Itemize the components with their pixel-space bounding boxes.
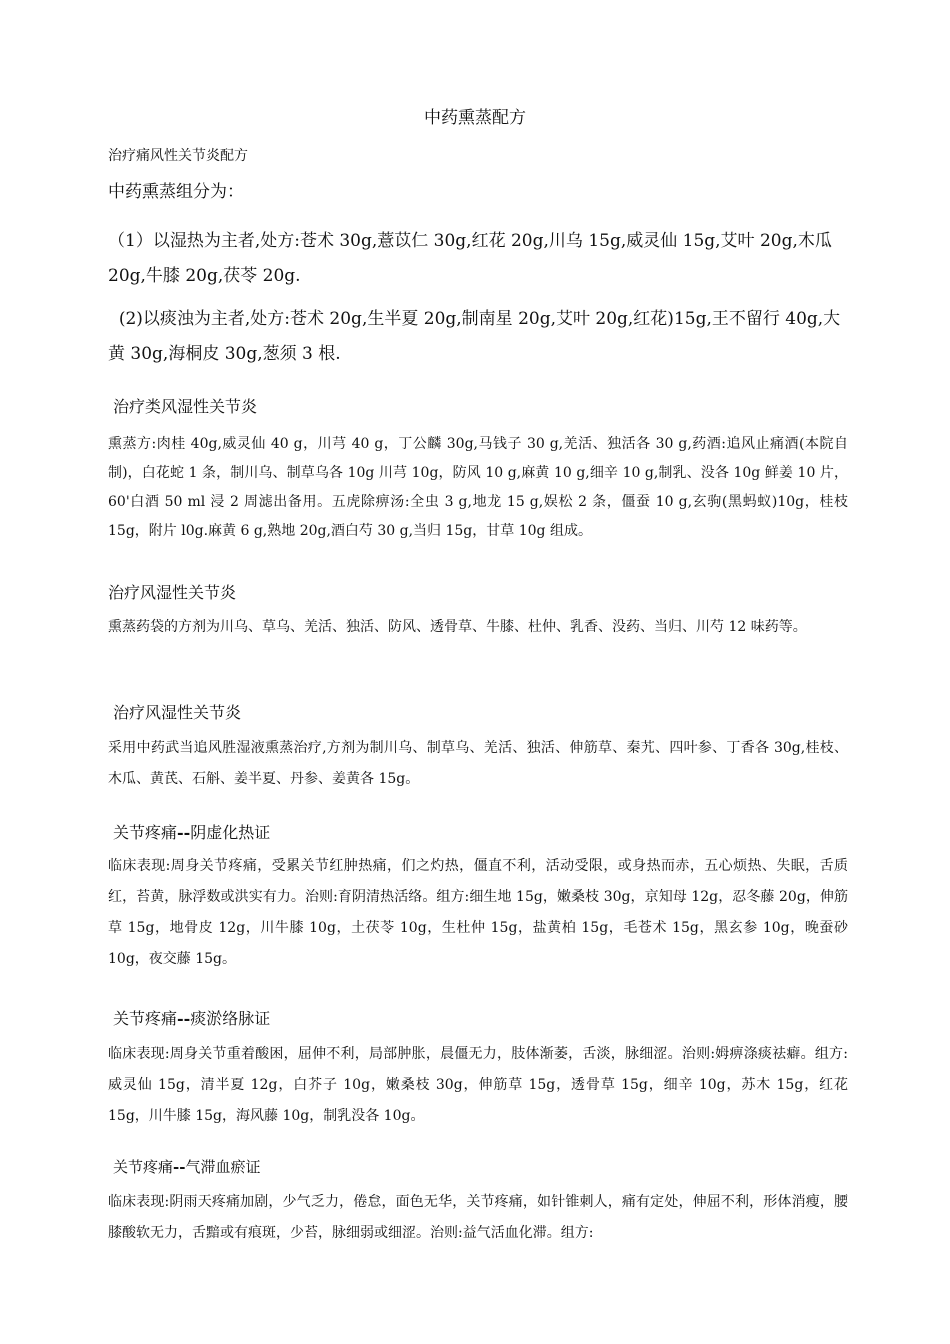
page-title: 中药熏蒸配方: [424, 108, 526, 128]
section-body: 临床表现:阴雨天疼痛加剧，少气乏力，倦怠，面色无华，关节疼痛，如针锥刺人，痛有定处，伸屈不利，形体消瘦，腰膝酸软无力，舌黯或有痕斑，少苔，脉细弱或细涩。治则:益气活血化滞。组方:: [108, 1194, 848, 1241]
subtitle: 治疗痛风性关节炎配方: [108, 148, 248, 164]
formula-2: (2)以痰浊为主者,处方:苍术 20g,生半夏 20g,制南星 20g,艾叶 20g,红花)15g,王不留行 40g,大黄 30g,海桐皮 30g,葱须 3 根.: [108, 309, 841, 364]
section-heading: [113, 1006, 853, 1029]
heading-part: 关节疼痛: [113, 1158, 174, 1176]
section-body: 熏蒸方:肉桂 40g,威灵仙 40 g，川芎 40 g，丁公麟 30g,马钱子 30 g,羌活、独活各 30 g,药酒:追风止痛酒(本院自制)，白花蛇 1 条，制川乌、制草乌各 10g 川芎 10g，防风 10 g,麻黄 10 g,细辛 10 g,制乳、没各 10g 鲜姜 10 片，60'白酒 50 ml 浸 2 周滤出备用。五虎除痹汤:全虫 3 g,地龙 15 g,娱松 2 条，僵蚕 10 g,玄驹(黑蚂蚁)10g，桂枝 15g，附片 l0g.麻黄 6 g,熟地 20g,酒白芍 30 g,当归 15g，甘草 10g 组成。: [108, 436, 848, 539]
section-body: 采用中药武当追风胜湿液熏蒸治疗,方剂为制川乌、制草乌、羌活、独活、伸筋草、秦艽、四叶参、丁香各 30g,桂枝、木瓜、黄芪、石斛、姜半夏、丹参、姜黄各 15g。: [108, 740, 848, 787]
heading-part: 关节疼痛: [113, 823, 178, 842]
heading-dash: --: [177, 823, 191, 842]
section-heading: [113, 1156, 853, 1177]
heading-part: 阴虚化热证: [190, 823, 271, 842]
formula-1: （1）以湿热为主者,处方:苍术 30g,薏苡仁 30g,红花 20g,川乌 15g,威灵仙 15g,艾叶 20g,木瓜 20g,牛膝 20g,茯苓 20g.: [108, 231, 832, 286]
heading-part: 痰淤络脉证: [190, 1009, 271, 1028]
heading-dash: --: [177, 1009, 191, 1028]
section-body: 临床表现:周身关节疼痛，受累关节红肿热痛，们之灼热，僵直不利，活动受限，或身热而赤，五心烦热、失眠，舌质红，苔黄，脉浮数或洪实有力。治则:育阴清热活络。组方:细生地 15g，嫩桑枝 30g，京知母 12g，忍冬藤 20g，伸筋草 15g，地骨皮 12g，川牛膝 10g，土茯苓 10g，生杜仲 15g，盐黄柏 15g，毛苍术 15g，黑玄参 10g，晚蚕砂 10g，夜交藤 15g。: [108, 858, 848, 967]
section-heading: 治疗风湿性关节炎: [113, 703, 242, 722]
heading-part: 关节疼痛: [113, 1009, 178, 1028]
section-heading: [113, 820, 853, 843]
section-heading: 治疗类风湿性关节炎: [113, 397, 258, 416]
heading-dash: --: [173, 1158, 186, 1176]
intro-line: 中药熏蒸组分为：: [108, 182, 244, 202]
section-heading: 治疗风湿性关节炎: [108, 583, 237, 602]
section-body: 临床表现:周身关节重着酸困，屈伸不利，局部肿胀，晨僵无力，肢体渐萎，舌淡，脉细涩。治则:姆痹涤痰祛癖。组方:威灵仙 15g，清半夏 12g，白芥子 10g，嫩桑枝 30g，伸筋草 15g，透骨草 15g，细辛 10g，苏木 15g，红花 15g，川牛膝 15g，海风藤 10g，制乳没各 10g。: [108, 1046, 848, 1124]
section-body: 熏蒸药袋的方剂为川乌、草乌、羌活、独活、防风、透骨草、牛膝、杜仲、乳香、没药、当归、川芍 12 味药等。: [108, 619, 807, 635]
heading-part: 气滞血瘀证: [185, 1158, 261, 1176]
